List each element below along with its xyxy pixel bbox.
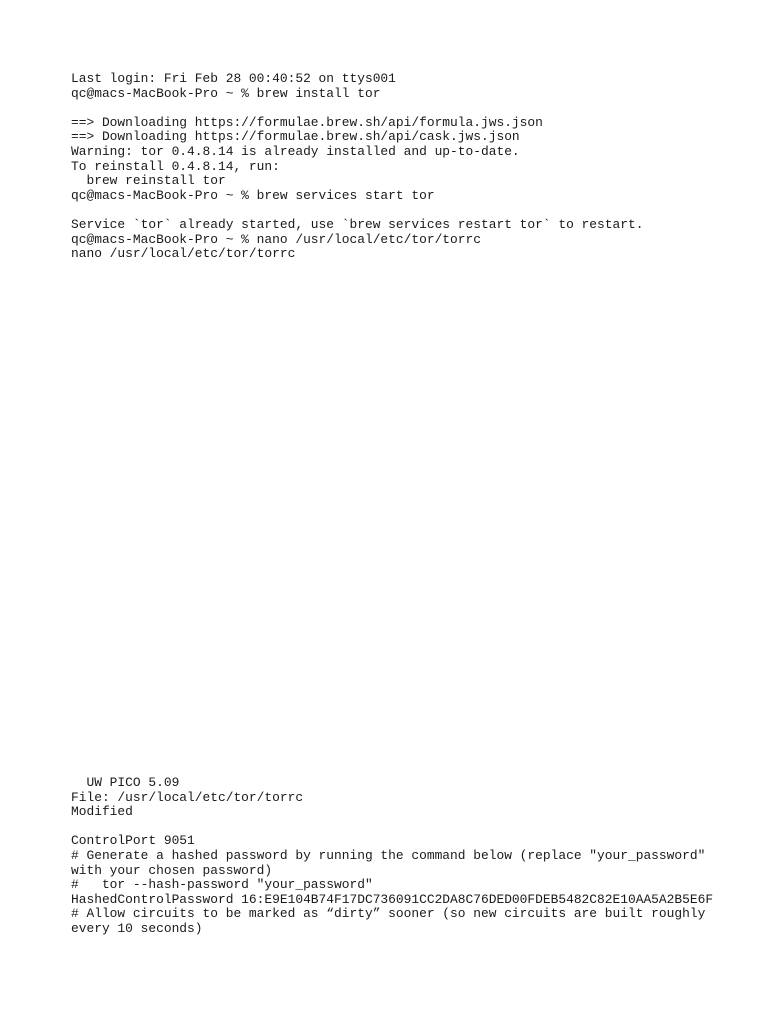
- terminal-line-services-start-command: qc@macs-MacBook-Pro ~ % brew services start tor: [71, 187, 435, 203]
- terminal-output[interactable]: [71, 72, 751, 262]
- editor-line-comment-dirty-wrap[interactable]: every 10 seconds): [71, 920, 203, 936]
- terminal-line-reinstall-hint: To reinstall 0.4.8.14, run:: [71, 158, 280, 174]
- editor-line-comment-generate-password[interactable]: # Generate a hashed password by running the command below (replace "your_password": [71, 847, 706, 863]
- editor-line-hashed-control-password[interactable]: HashedControlPassword 16:E9E104B74F17DC736091CC2DA8C76DED00FDEB5482C82E10AA5A2B5E6F: [71, 891, 714, 907]
- editor-line-blank[interactable]: [71, 820, 751, 835]
- editor-file-name: File: /usr/local/etc/tor/torrc: [71, 789, 304, 805]
- editor-modified-status: Modified: [71, 804, 133, 820]
- editor-line-control-port[interactable]: ControlPort 9051: [71, 833, 195, 849]
- nano-editor[interactable]: [71, 776, 751, 937]
- terminal-line-warning: Warning: tor 0.4.8.14 is already installed and up-to-date.: [71, 143, 520, 159]
- terminal-line-download-formula: ==> Downloading https://formulae.brew.sh/api/formula.jws.json: [71, 114, 543, 130]
- editor-line-comment-dirty-circuits[interactable]: # Allow circuits to be marked as “dirty” sooner (so new circuits are built roughly: [71, 906, 706, 922]
- terminal-line-download-cask: ==> Downloading https://formulae.brew.sh/api/cask.jws.json: [71, 129, 520, 145]
- editor-line-comment-hash-command[interactable]: # tor --hash-password "your_password": [71, 877, 373, 893]
- terminal-line-blank: [71, 203, 751, 218]
- terminal-line-service-status: Service `tor` already started, use `brew services restart tor` to restart.: [71, 216, 644, 232]
- terminal-line-last-login: Last login: Fri Feb 28 00:40:52 on ttys001: [71, 71, 396, 86]
- terminal-line-nano-command: qc@macs-MacBook-Pro ~ % nano /usr/local/etc/tor/torrc: [71, 231, 481, 247]
- terminal-line-reinstall-command: brew reinstall tor: [71, 173, 226, 189]
- terminal-line-brew-install-command: qc@macs-MacBook-Pro ~ % brew install tor: [71, 85, 381, 101]
- editor-version: UW PICO 5.09: [71, 775, 180, 790]
- editor-line-comment-wrap[interactable]: with your chosen password): [71, 862, 273, 878]
- terminal-line-blank: [71, 101, 751, 116]
- terminal-line-nano-echo: nano /usr/local/etc/tor/torrc: [71, 246, 296, 262]
